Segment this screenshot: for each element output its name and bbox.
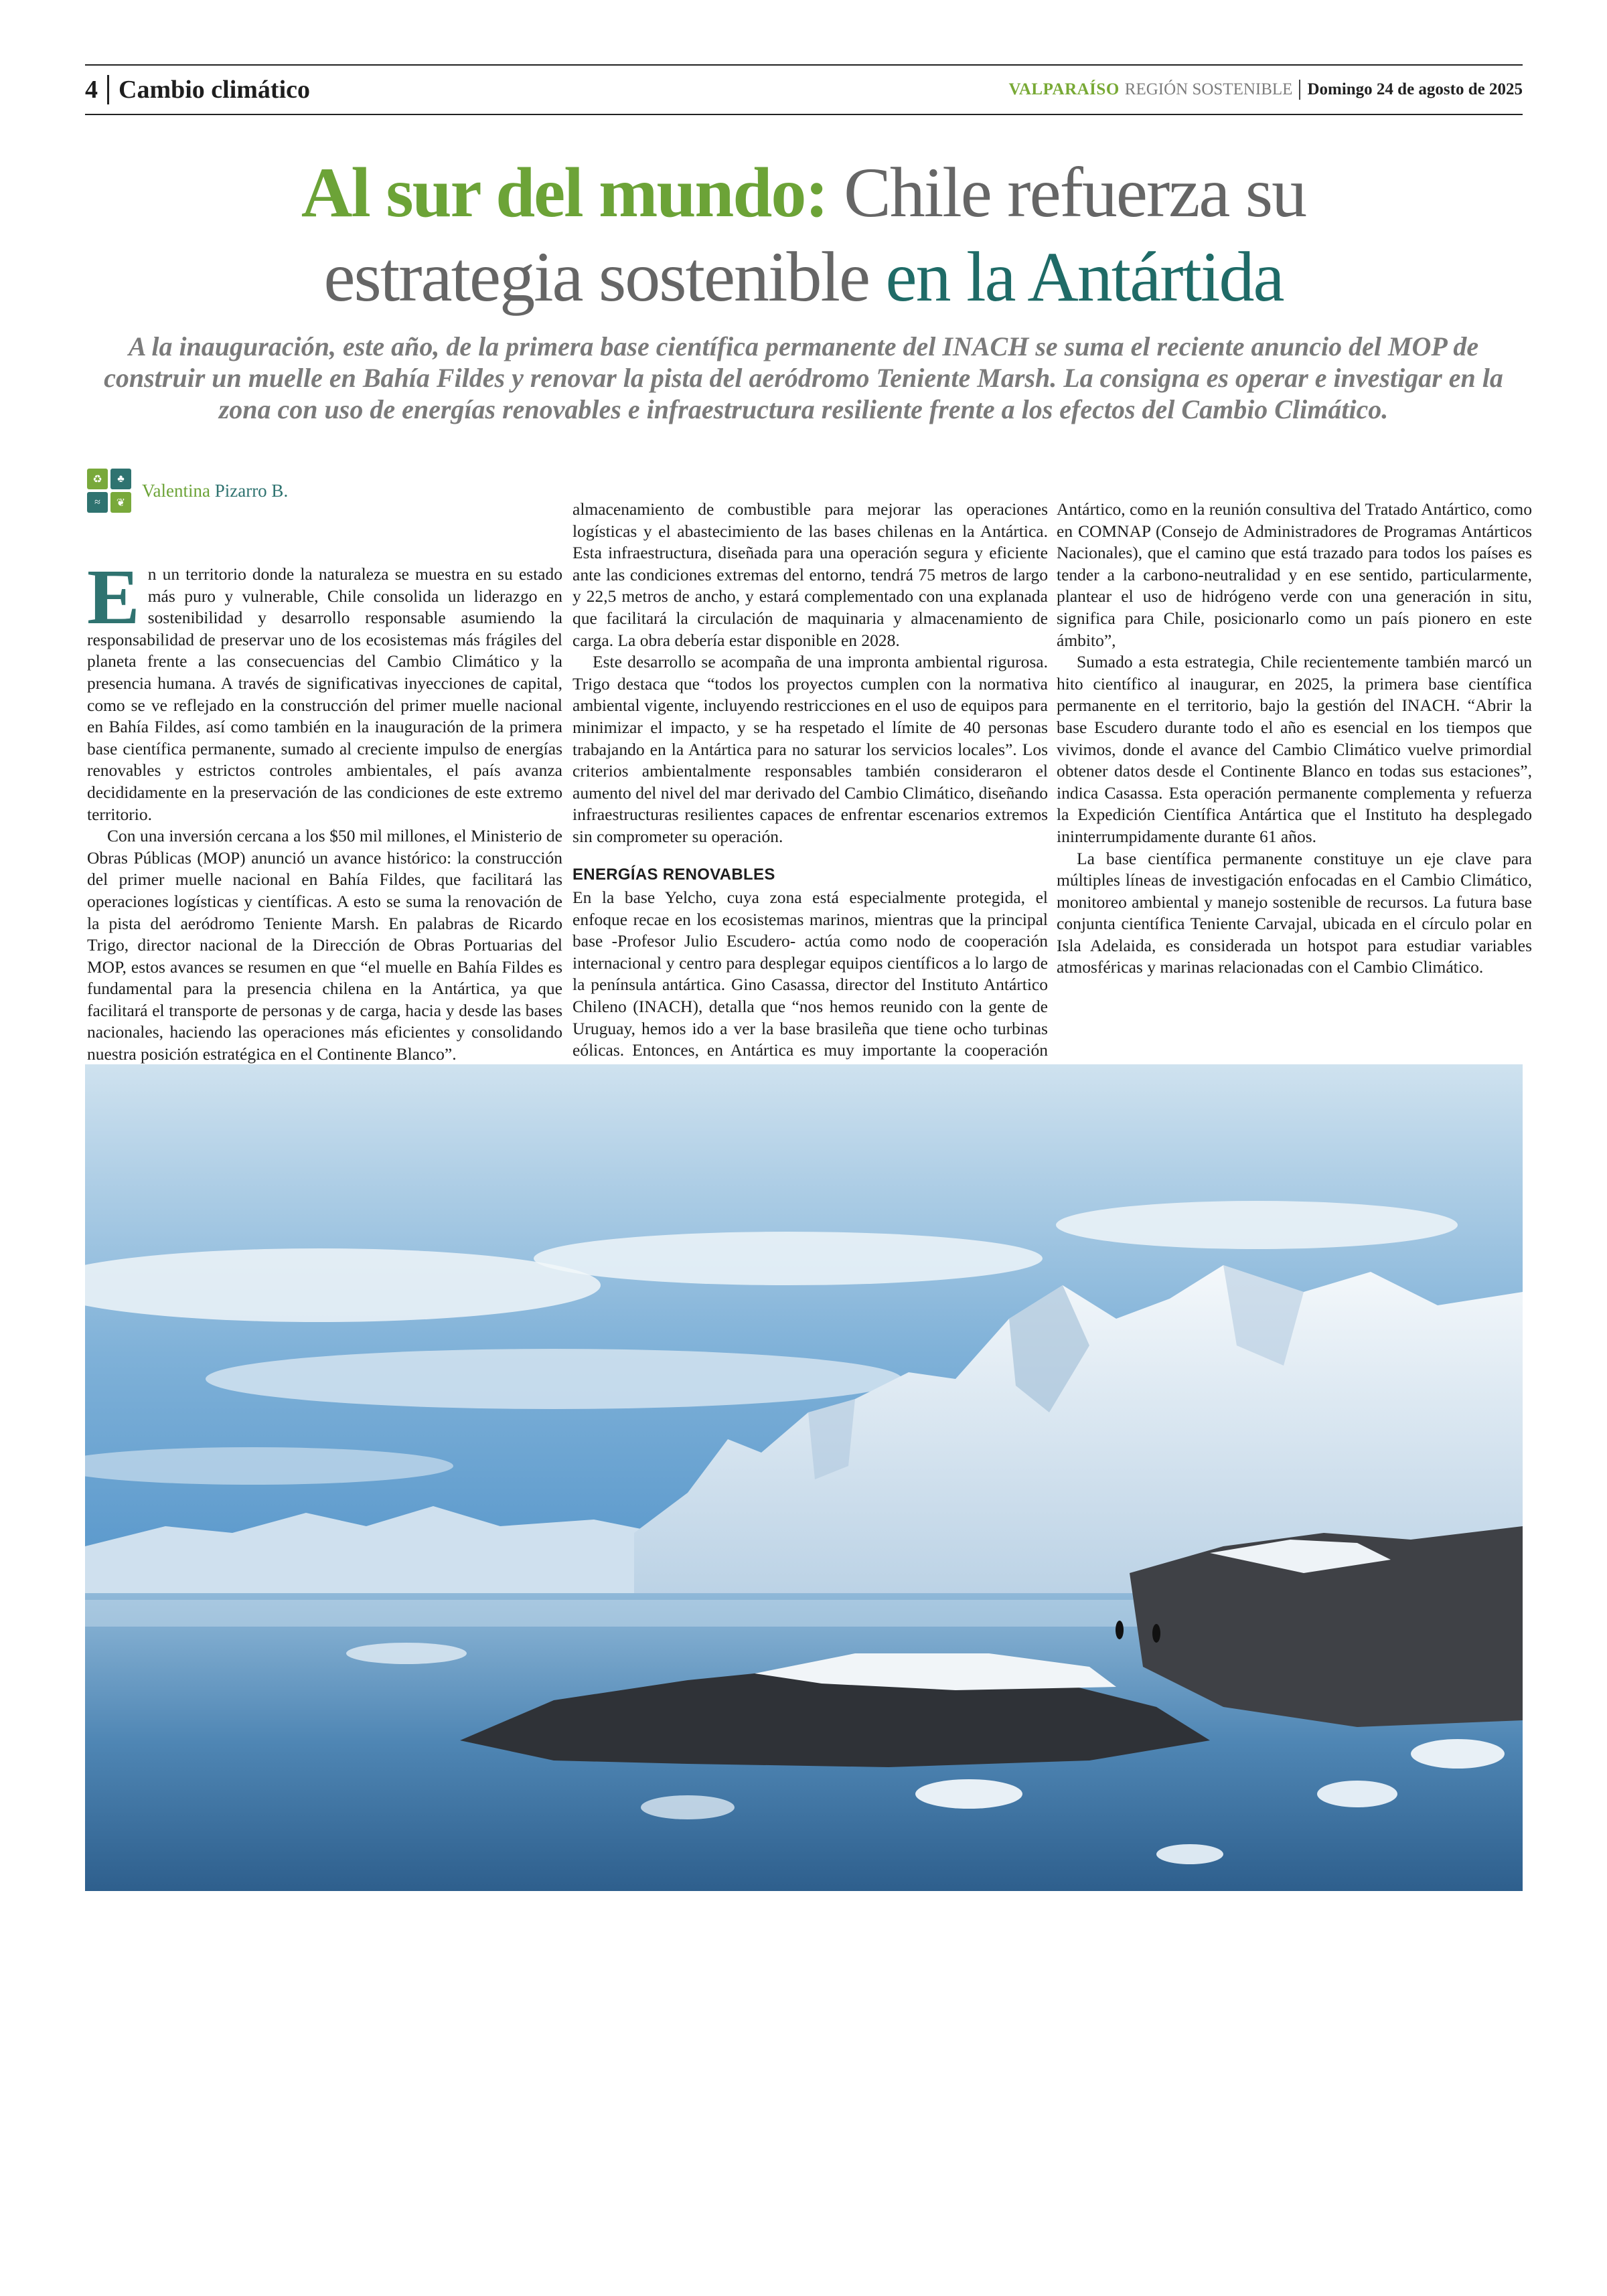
article-paragraph <box>87 553 562 825</box>
headline <box>134 151 1473 319</box>
publication-region: REGIÓN SOSTENIBLE <box>1124 80 1293 98</box>
tree-icon: ♣ <box>110 469 131 489</box>
headline-lead: Al sur del mundo: <box>301 153 828 232</box>
author-name <box>142 481 288 501</box>
article-paragraph: Este desarrollo se acompaña de una impronta ambiental rigurosa. Trigo destaca que “todos los proyectos cumplen con la normativa ambiental vigente, incluyendo restricciones en el uso de equipos para minimizar el impacto, y se ha respetado el límite de 40 personas trabajando en la Antártica para no saturar los servicios locales”. Los criterios ambientalmente responsables también consideraron el aumento del nivel del mar derivado del Cambio Climático, diseñando infraestructuras resilientes capaces de enfrentar escenarios extremos sin comprometer su operación. <box>572 652 1048 846</box>
antarctica-photo <box>85 1064 1523 1891</box>
page-header <box>85 64 1523 115</box>
headline-part-2: Chile refuerza su <box>827 153 1306 232</box>
antarctica-landscape-illustration <box>85 1064 1523 1891</box>
sustainability-logo <box>87 469 131 513</box>
article-column-1 <box>87 553 562 1148</box>
paragraph-text: n un territorio donde la naturaleza se muestra en su estado más puro y vulnerable, Chile consolida un liderazgo en sostenibilidad y desarrollo responsable asumiendo la responsabilidad de preservar uno de los ecosistemas más frágiles del planeta frente a las consecuencias del Cambio Climático y la presencia humana. A través de significativas inyecciones de capital, como se ve reflejado en la construcción del primer muelle nacional en Bahía Fildes, así como también en la inauguración de la primera base científica permanente, sumado al creciente impulso de energías renovables y estrictos controles ambientales, el país avanza decididamente en la preservación de las condiciones de este extremo territorio. <box>87 564 562 824</box>
header-divider <box>107 75 109 104</box>
deck: A la inauguración, este año, de la primera base científica permanente del INACH se suma el reciente anuncio del MOP de construir un muelle en Bahía Fildes y renovar la pista del aeródromo Teniente Marsh. La consigna es operar e investigar en la zona con uso de energías renovables e infraestructura resiliente frente a los efectos del Cambio Climático. <box>104 331 1503 424</box>
article-paragraph: almacenamiento de combustible para mejorar las operaciones logísticas y el abastecimiento de las bases chilenas en la Antártica. Esta infraestructura, diseñada para una operación segura y eficiente ante las condiciones extremas del entorno, tendrá 75 metros de largo y 22,5 metros de ancho, y estará complementado con una explanada que facilitará la circulación de maquinaria y almacenamiento de carga. La obra debería estar disponible en 2028. <box>572 499 1048 650</box>
leaf-icon: ❦ <box>110 492 131 513</box>
page-number: 4 <box>85 76 98 104</box>
section-name: Cambio climático <box>119 76 311 104</box>
article-paragraph: En la base Yelcho, cuya zona está especialmente protegida, el enfoque recae en los ecosistemas marinos, mientras que la principal base -Profesor Julio Escudero- actúa como nodo de cooperación internacional y centro para desplegar equipos científicos a lo largo de la península antártica. Gino Casassa, director del Instituto Antártico Chileno (INACH), detalla que “nos hemos reunido con la gente de Uruguay, hemos ido a ver la base brasileña que tiene ocho turbinas eólicas. Entonces, en Antártica es muy importante la cooperación <box>572 888 1048 1060</box>
publication-info <box>1009 80 1523 100</box>
article-paragraph: Sumado a esta estrategia, Chile recientemente también marcó un hito científico al inaugurar, en 2025, la primera base científica permanente en el territorio, bajo la gestión del INACH. “Abrir la base Escudero durante todo el año es esencial en los tiempos que vivimos, donde el avance del Cambio Climático vuelve primordial obtener datos desde el Continente Blanco en todas sus estaciones”, indica Casassa. Esta operación permanente complementa y refuerza la Expedición Científica Antártica que el Instituto ha desplegado ininterrumpidamente durante 61 años. <box>1057 652 1532 846</box>
headline-part-4: en la Antártida <box>869 238 1284 316</box>
author-last-name: Pizarro B. <box>210 480 289 501</box>
section-heading <box>85 75 310 104</box>
author-first-name: Valentina <box>142 480 210 501</box>
recycle-icon: ♻ <box>87 469 108 489</box>
headline-part-3: estrategia sostenible <box>323 238 870 316</box>
article-column-3 <box>1057 499 1532 979</box>
header-divider-right <box>1299 80 1300 100</box>
publication-brand: VALPARAÍSO <box>1008 80 1120 98</box>
water-icon: ≈ <box>87 492 108 513</box>
drop-cap: E <box>87 553 140 641</box>
article-paragraph: Con una inversión cercana a los $50 mil millones, el Ministerio de Obras Públicas (MOP) anunció un avance histórico: la construcción del primer muelle nacional en Bahía Fildes, que facilitará las operaciones logísticas y científicas. A esto se suma la renovación de la pista del aeródromo Teniente Marsh. En palabras de Ricardo Trigo, director nacional de la Dirección de Obras Portuarias del MOP, estos avances se resumen en que “el muelle en Bahía Fildes es fundamental para la presencia chilena en la Antártica, ya que facilitará el transporte de personas y de carga, hacia y desde las bases nacionales, haciendo las operaciones más eficientes y consolidando nuestra posición estratégica en el Continente Blanco”. <box>87 826 562 1064</box>
byline <box>87 469 288 513</box>
publication-date: Domingo 24 de agosto de 2025 <box>1307 80 1523 98</box>
article-paragraph: La base científica permanente constituye un eje clave para múltiples líneas de investigación enfocadas en el Cambio Climático, monitoreo ambiental y manejo sostenible de recursos. La futura base conjunta científica Teniente Carvajal, ubicada en el círculo polar en Isla Adelaida, es considerada un hotspot para estudiar variables atmosféricas y marinas relacionadas con el Cambio Climático. <box>1057 848 1532 977</box>
article-paragraph: Antártico, como en la reunión consultiva del Tratado Antártico, como en COMNAP (Consejo de Administradores de Programas Antárticos Nacionales), que el camino que está trazado para todos los países es tender a la carbono-neutralidad y en ese sentido, particularmente, plantear el uso de hidrógeno verde con una generación in situ, significa para Chile, posicionarlo como un país pionero en este ámbito”, <box>1057 499 1532 650</box>
section-heading-energias: ENERGÍAS RENOVABLES <box>572 865 775 884</box>
article-column-2 <box>572 499 1048 1105</box>
